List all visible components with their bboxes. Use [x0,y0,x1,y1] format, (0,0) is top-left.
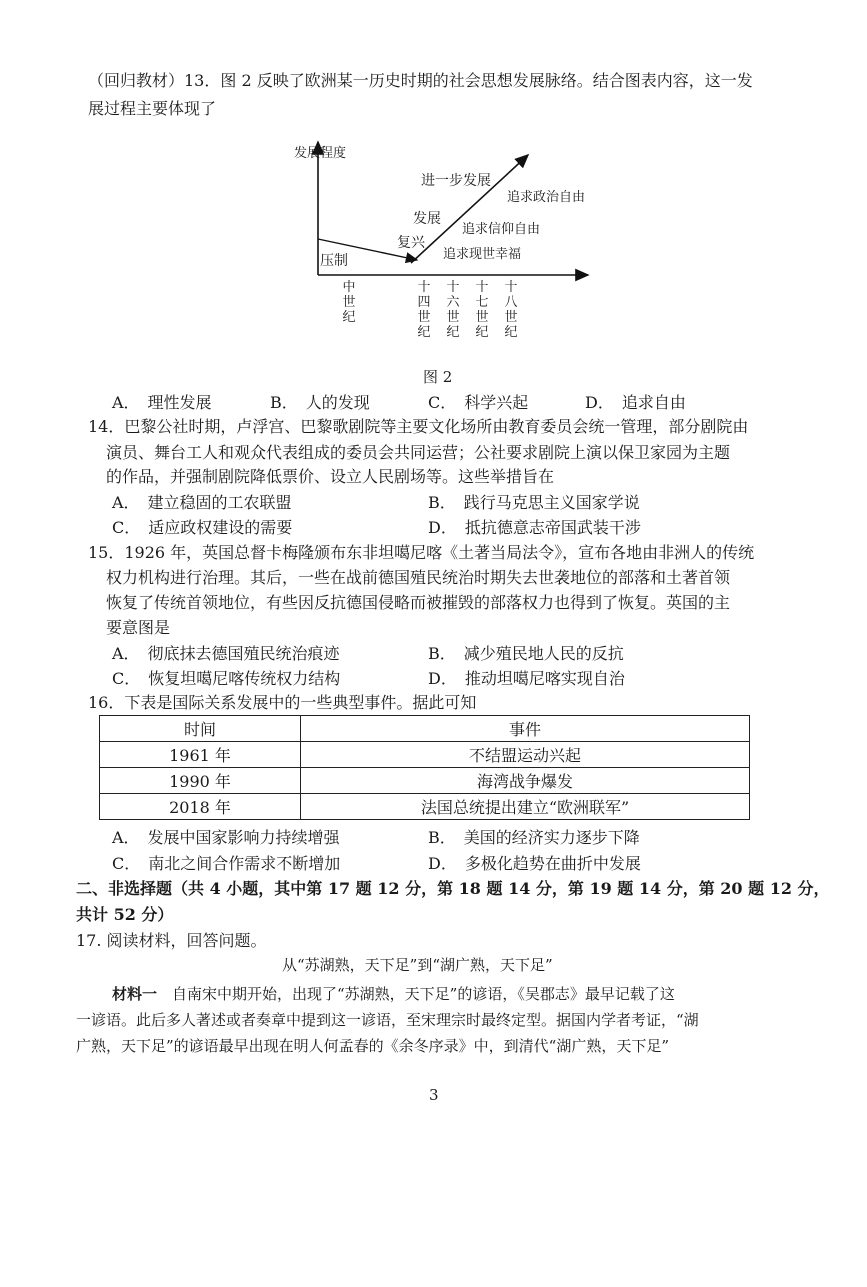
section2-heading-line2: 共计 52 分） [76,905,174,924]
label-suppress: 压制 [320,253,348,269]
table-header-event: 事件 [301,716,750,742]
q17-material1-line1 [112,982,675,1007]
q15-stem-line3: 恢复了传统首领地位，有些因反抗德国侵略而被摧毁的部落权力也得到了恢复。英国的主 [106,593,731,612]
x-tick-middle-ages: 中世纪 [342,280,356,325]
q14-option-d: D． 抵抗德意志帝国武装干涉 [428,518,641,537]
q15-option-b: B． 减少殖民地人民的反抗 [428,644,624,663]
q17-material1-line3: 广熟，天下足”的谚语最早出现在明人何孟春的《余冬序录》中，到清代“湖广熟，天下足” [76,1037,670,1055]
q16-option-b: B． 美国的经济实力逐步下降 [428,828,640,847]
label-revive: 复兴 [397,235,425,251]
material1-label: 材料一 [112,985,158,1003]
table-cell-time: 2018 年 [100,794,301,820]
q15-option-a: A． 彻底抹去德国殖民统治痕迹 [112,644,340,663]
page-number: 3 [429,1086,439,1104]
q13-option-a: A． 理性发展 [112,393,212,412]
q15-option-c: C． 恢复坦噶尼喀传统权力结构 [112,669,341,688]
x-tick-16th-century: 十六世纪 [446,280,460,340]
table-row [100,768,750,794]
q14-stem-line1: 14．巴黎公社时期，卢浮宫、巴黎歌剧院等主要文化场所由教育委员会统一管理，部分剧院由 [88,417,749,436]
q13-stem-line2: 展过程主要体现了 [88,99,217,118]
q15-stem-line1: 15．1926 年，英国总督卡梅隆颁布东非坦噶尼喀《土著当局法令》，宣布各地由非洲人的传统 [88,543,755,562]
q16-option-a: A． 发展中国家影响力持续增强 [112,828,340,847]
q13-option-c: C． 科学兴起 [428,393,529,412]
section2-heading-line1: 二、非选择题（共 4 小题，其中第 17 题 12 分，第 18 题 14 分，第 19 题 14 分，第 20 题 12 分， [76,879,830,898]
label-pursue-political: 追求政治自由 [507,190,586,205]
table-cell-event: 法国总统提出建立“欧洲联军” [301,794,750,820]
x-tick-14th-century: 十四世纪 [417,280,431,340]
q14-option-c: C． 适应政权建设的需要 [112,518,293,537]
q13-option-d: D． 追求自由 [585,393,686,412]
x-tick-18th-century: 十八世纪 [504,280,518,340]
q14-stem-line2: 演员、舞台工人和观众代表组成的委员会共同运营；公社要求剧院上演以保卫家园为主题 [106,443,731,462]
q14-stem-line3: 的作品，并强制剧院降低票价、设立人民剧场等。这些举措旨在 [106,467,555,486]
table-cell-event: 海湾战争爆发 [301,768,750,794]
y-axis-label: 发展程度 [294,146,347,161]
x-tick-17th-century: 十七世纪 [475,280,489,340]
label-pursue-worldly: 追求现世幸福 [443,247,522,262]
material1-text: 自南宋中期开始，出现了“苏湖熟，天下足”的谚语，《吴郡志》最早记载了这 [157,985,675,1003]
q17-stem: 17. 阅读材料，回答问题。 [76,931,267,950]
label-develop: 发展 [413,211,441,227]
table-header-time: 时间 [100,716,301,742]
events-table [99,715,750,820]
table-cell-time: 1990 年 [100,768,301,794]
q14-option-b: B． 践行马克思主义国家学说 [428,493,640,512]
q16-stem: 16．下表是国际关系发展中的一些典型事件。据此可知 [88,693,477,712]
figure-2-diagram [285,140,595,354]
q16-option-c: C． 南北之间合作需求不断增加 [112,854,341,873]
q15-option-d: D． 推动坦噶尼喀实现自治 [428,669,625,688]
label-pursue-faith: 追求信仰自由 [462,222,541,237]
q17-material1-line2: 一谚语。此后多人著述或者奏章中提到这一谚语，至宋理宗时最终定型。据国内学者考证，“湖 [76,1011,699,1029]
q17-material-title: 从“苏湖熟，天下足”到“湖广熟，天下足” [282,956,553,974]
label-further-develop: 进一步发展 [421,173,491,189]
figure-caption: 图 2 [423,368,453,386]
q14-option-a: A． 建立稳固的工农联盟 [112,493,292,512]
table-row [100,794,750,820]
table-row [100,742,750,768]
q16-option-d: D． 多极化趋势在曲折中发展 [428,854,641,873]
table-header-row [100,716,750,742]
q13-option-b: B． 人的发现 [270,393,370,412]
q15-stem-line4: 要意图是 [106,618,171,637]
q15-stem-line2: 权力机构进行治理。其后，一些在战前德国殖民统治时期失去世袭地位的部落和土著首领 [106,568,731,587]
table-cell-time: 1961 年 [100,742,301,768]
q13-stem-line1: （回归教材）13．图 2 反映了欧洲某一历史时期的社会思想发展脉络。结合图表内容，这一发 [88,71,753,90]
table-cell-event: 不结盟运动兴起 [301,742,750,768]
